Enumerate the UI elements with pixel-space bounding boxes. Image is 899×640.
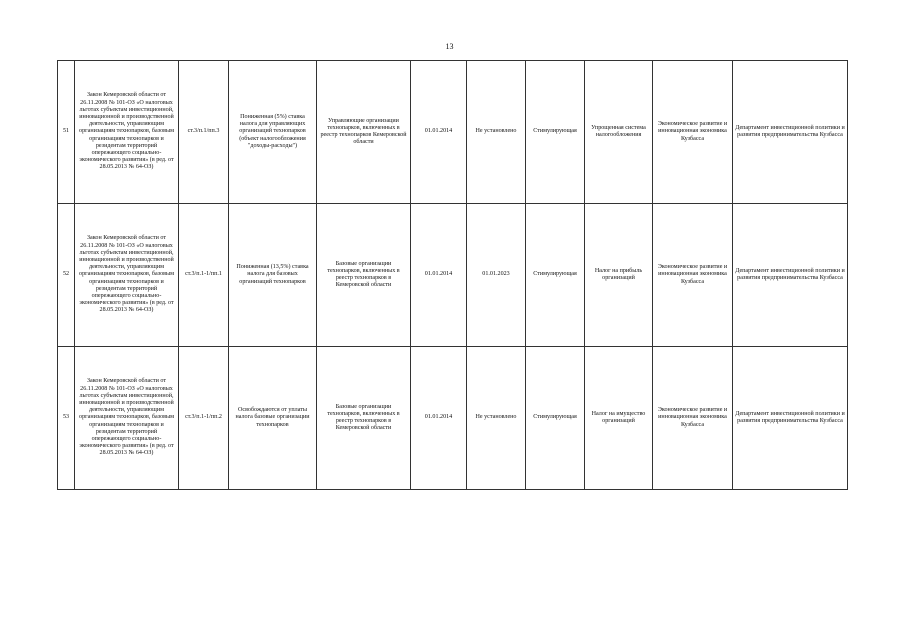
table-row bbox=[58, 204, 848, 347]
benefit-type-cell: Стимулирующая bbox=[526, 61, 585, 204]
tax-name-cell: Налог на прибыль организаций bbox=[585, 204, 653, 347]
end-date-cell: Не установлено bbox=[467, 61, 526, 204]
recipients-cell: Управляющие организации технопарков, включенных в реестр технопарков Кемеровской области bbox=[317, 61, 411, 204]
start-date-cell: 01.01.2014 bbox=[411, 347, 467, 490]
program-cell: Экономическое развитие и инновационная экономика Кузбасса bbox=[653, 347, 733, 490]
benefit-cell: Пониженная (13,5%) ставка налога для базовых организаций технопарков bbox=[229, 204, 317, 347]
start-date-cell: 01.01.2014 bbox=[411, 61, 467, 204]
tax-name-cell: Упрощенная система налогообложения bbox=[585, 61, 653, 204]
law-cell: Закон Кемеровской области от 26.11.2008 № 101-ОЗ «О налоговых льготах субъектам инвестиционной, инновационной и производственной деятельности, управляющим организациям технопарков, базовым организациям технопарков и резидентам территорий опережающего социально-экономического развития» (в ред. от 28.05.2013 № 64-ОЗ) bbox=[75, 204, 179, 347]
end-date-cell: Не установлено bbox=[467, 347, 526, 490]
law-cell: Закон Кемеровской области от 26.11.2008 № 101-ОЗ «О налоговых льготах субъектам инвестиционной, инновационной и производственной деятельности, управляющим организациям технопарков, базовым организациям технопарков и резидентам территорий опережающего социально-экономического развития» (в ред. от 28.05.2013 № 64-ОЗ) bbox=[75, 61, 179, 204]
curator-cell: Департамент инвестиционной политики и развития предпринимательства Кузбасса bbox=[733, 347, 848, 490]
row-number: 51 bbox=[58, 61, 75, 204]
law-cell: Закон Кемеровской области от 26.11.2008 № 101-ОЗ «О налоговых льготах субъектам инвестиционной, инновационной и производственной деятельности, управляющим организациям технопарков, базовым организациям технопарков и резидентам территорий опережающего социально-экономического развития» (в ред. от 28.05.2013 № 64-ОЗ) bbox=[75, 347, 179, 490]
table-row bbox=[58, 347, 848, 490]
start-date-cell: 01.01.2014 bbox=[411, 204, 467, 347]
page-number: 13 bbox=[445, 42, 454, 51]
article-cell: ст.3/п.1-1/пп.2 bbox=[179, 347, 229, 490]
row-number: 52 bbox=[58, 204, 75, 347]
benefit-cell: Освобождаются от уплаты налога базовые организации технопарков bbox=[229, 347, 317, 490]
program-cell: Экономическое развитие и инновационная экономика Кузбасса bbox=[653, 61, 733, 204]
row-number: 53 bbox=[58, 347, 75, 490]
recipients-cell: Базовые организации технопарков, включенных в реестр технопарков в Кемеровской области bbox=[317, 347, 411, 490]
benefit-type-cell: Стимулирующая bbox=[526, 204, 585, 347]
article-cell: ст.3/п.1-1/пп.1 bbox=[179, 204, 229, 347]
benefit-type-cell: Стимулирующая bbox=[526, 347, 585, 490]
table-row bbox=[58, 61, 848, 204]
program-cell: Экономическое развитие и инновационная экономика Кузбасса bbox=[653, 204, 733, 347]
article-cell: ст.3/п.1/пп.3 bbox=[179, 61, 229, 204]
end-date-cell: 01.01.2023 bbox=[467, 204, 526, 347]
tax-name-cell: Налог на имущество организаций bbox=[585, 347, 653, 490]
tax-benefits-table bbox=[57, 60, 848, 490]
curator-cell: Департамент инвестиционной политики и развития предпринимательства Кузбасса bbox=[733, 61, 848, 204]
curator-cell: Департамент инвестиционной политики и развития предпринимательства Кузбасса bbox=[733, 204, 848, 347]
recipients-cell: Базовые организации технопарков, включенных в реестр технопарков в Кемеровской области bbox=[317, 204, 411, 347]
benefit-cell: Пониженная (5%) ставка налога для управляющих организаций технопарков (объект налогообложения "доходы-расходы") bbox=[229, 61, 317, 204]
